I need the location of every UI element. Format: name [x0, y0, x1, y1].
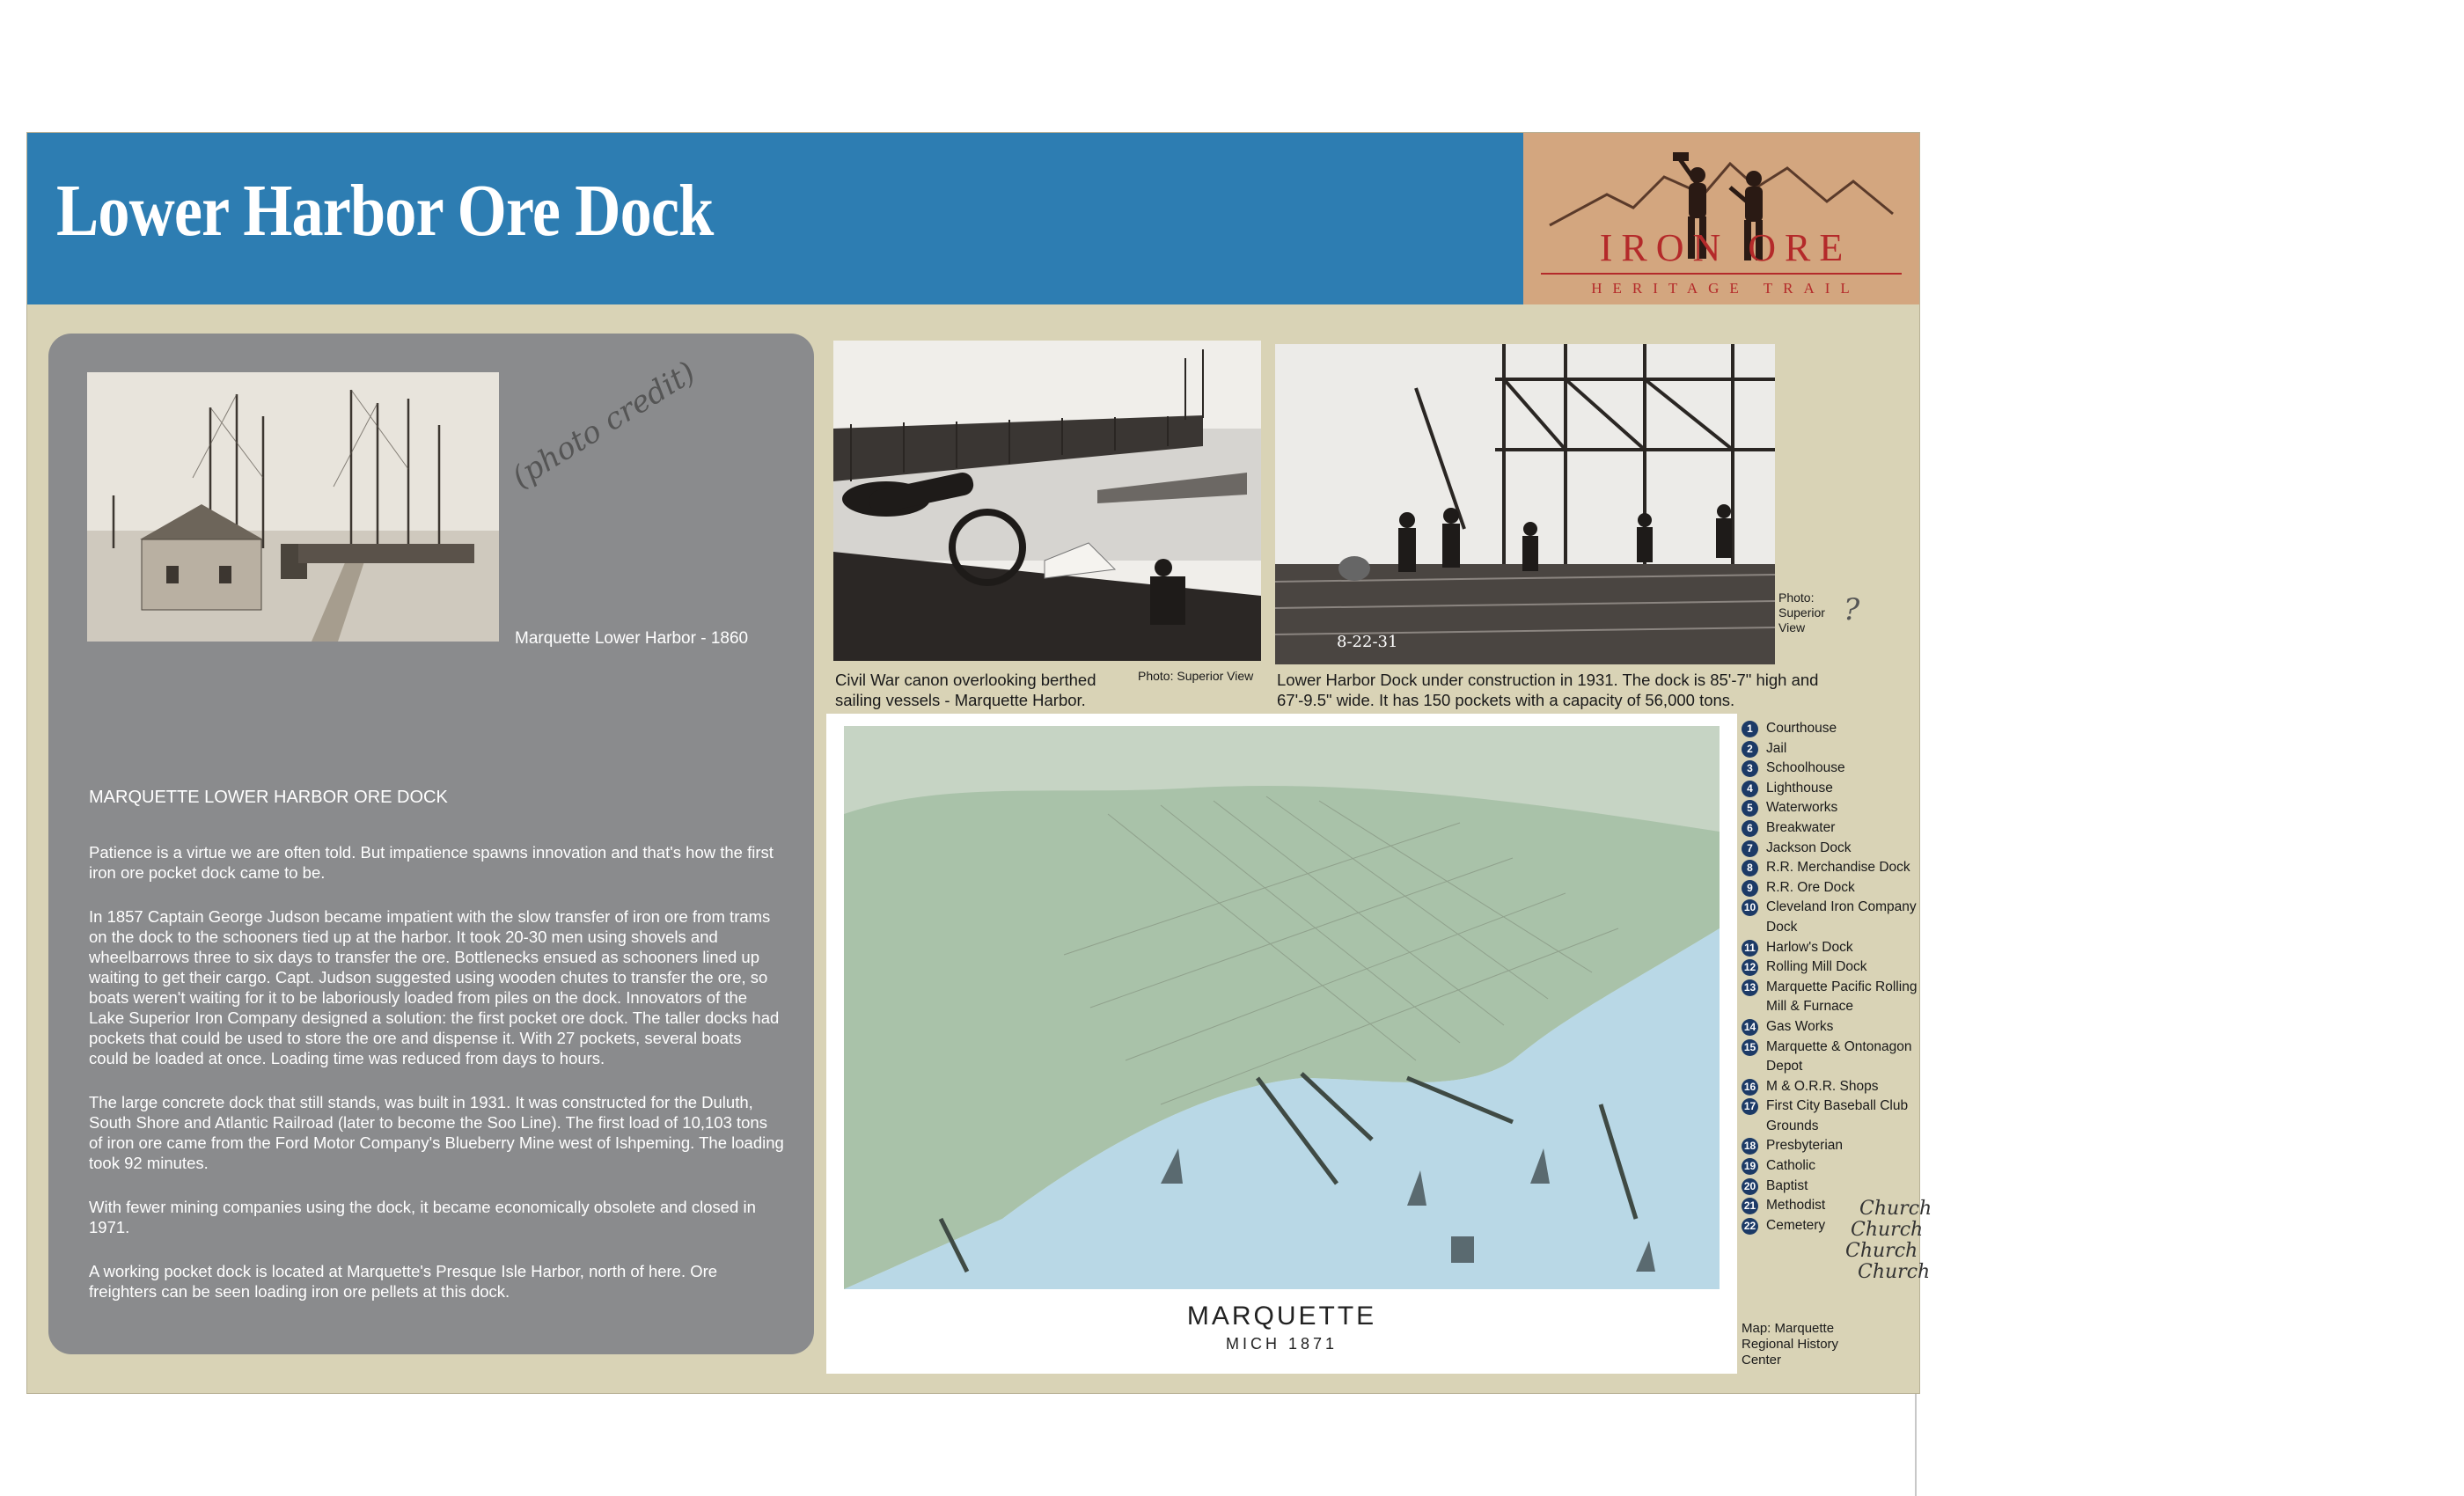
paragraph-3: The large concrete dock that still stands, was built in 1931. It was constructed for the Duluth, South Shore and Atlantic Railroad (later to become the Soo Line). The first load of 10,103 tons of iron ore came from the Ford Motor Company's Blueberry Mine west of Ishpeming. The loading took 92 minutes.	[89, 1093, 784, 1172]
marquette-1871-map	[826, 714, 1737, 1374]
legend-label: Catholic	[1766, 1158, 1815, 1174]
handwritten-question-mark: ?	[1844, 592, 1860, 627]
legend-item	[1742, 1096, 1918, 1136]
legend-label: Schoolhouse	[1766, 760, 1845, 776]
map-legend	[1742, 719, 1918, 1236]
legend-label: Cemetery	[1766, 1217, 1826, 1233]
legend-label: Courthouse	[1766, 721, 1837, 736]
handwritten-church-4: Church	[1858, 1261, 1931, 1283]
legend-item	[1742, 1156, 1918, 1177]
legend-number-badge: 16	[1742, 1079, 1758, 1096]
legend-item	[1742, 839, 1918, 859]
legend-item	[1742, 759, 1918, 779]
story-panel	[48, 334, 814, 1354]
construction-photo-credit: Photo: Superior View	[1778, 590, 1825, 634]
dock-construction-photo	[1275, 344, 1775, 664]
cannon-photo	[833, 341, 1261, 661]
legend-label: Gas Works	[1766, 1018, 1834, 1034]
handwritten-church-3: Church	[1845, 1240, 1918, 1262]
cannon-photo-credit: Photo: Superior View	[1138, 669, 1254, 683]
legend-label: Harlow's Dock	[1766, 939, 1853, 955]
legend-label: Presbyterian	[1766, 1138, 1844, 1154]
legend-number-badge: 5	[1742, 800, 1758, 817]
legend-number-badge: 3	[1742, 760, 1758, 777]
cannon-caption: Civil War canon overlooking berthed sailing vessels - Marquette Harbor.	[835, 671, 1096, 709]
map-title: MARQUETTE	[1186, 1302, 1377, 1331]
iron-ore-logo	[1523, 133, 1919, 304]
legend-label: R.R. Merchandise Dock	[1766, 860, 1910, 876]
legend-number-badge: 8	[1742, 860, 1758, 876]
photo-credit-handwritten: (photo credit)	[506, 355, 702, 495]
paragraph-2: In 1857 Captain George Judson became impatient with the slow transfer of iron ore from trams on the dock to the schooners tied up at the harbor. It took 20-30 men using shovels and wheelbarrows three to six days to transfer the ore. Bottlenecks ensued as schooners lined up waiting to get their cargo. Capt. Judson suggested using wooden chutes to transfer the ore, so boats weren't waiting for it to be laboriously loaded from piles on the dock. Innovators of the Lake Superior Iron Company designed a solution: the first pocket ore dock. The taller docks had pockets that could be used to store the ore and dispense it. With 27 pockets, several boats could be loaded at once. Loading time was reduced from days to hours.	[89, 907, 780, 1067]
legend-number-badge: 1	[1742, 721, 1758, 737]
legend-number-badge: 17	[1742, 1098, 1758, 1115]
legend-label: Cleveland Iron Company Dock	[1766, 899, 1917, 935]
legend-number-badge: 9	[1742, 880, 1758, 897]
legend-number-badge: 4	[1742, 781, 1758, 797]
legend-item	[1742, 798, 1918, 818]
header-banner	[27, 133, 1523, 304]
story-text	[89, 842, 784, 1325]
legend-item	[1742, 779, 1918, 799]
map-credit: Map: Marquette Regional History Center	[1742, 1321, 1839, 1368]
photo-date-mark: 8-22-31	[1337, 633, 1398, 651]
legend-label: Marquette & Ontonagon Depot	[1766, 1038, 1912, 1074]
legend-item	[1742, 898, 1918, 937]
logo-tagline: HERITAGE TRAIL	[1591, 280, 1860, 297]
miners-silhouette-icon	[1523, 133, 1919, 304]
legend-label: Marquette Pacific Rolling Mill & Furnace	[1766, 979, 1918, 1015]
handwritten-church-1: Church	[1859, 1198, 1932, 1220]
legend-number-badge: 11	[1742, 940, 1758, 957]
legend-number-badge: 20	[1742, 1178, 1758, 1195]
legend-item	[1742, 818, 1918, 839]
legend-label: First City Baseball Club Grounds	[1766, 1098, 1909, 1133]
legend-label: Lighthouse	[1766, 780, 1833, 796]
legend-number-badge: 10	[1742, 899, 1758, 916]
map-subtitle: MICH 1871	[1225, 1335, 1338, 1353]
panel-heading: MARQUETTE LOWER HARBOR ORE DOCK	[89, 788, 448, 807]
legend-number-badge: 7	[1742, 840, 1758, 857]
legend-number-badge: 18	[1742, 1138, 1758, 1155]
sign-board	[26, 132, 1932, 1394]
paragraph-4: With fewer mining companies using the dock, it became economically obsolete and closed in 1971.	[89, 1198, 756, 1236]
legend-number-badge: 12	[1742, 959, 1758, 976]
legend-number-badge: 15	[1742, 1039, 1758, 1056]
legend-number-badge: 19	[1742, 1158, 1758, 1175]
paragraph-5: A working pocket dock is located at Marquette's Presque Isle Harbor, north of here. Ore freighters can be seen loading iron ore pellets at this dock.	[89, 1262, 718, 1301]
legend-item	[1742, 957, 1918, 978]
legend-number-badge: 6	[1742, 820, 1758, 837]
legend-label: Baptist	[1766, 1177, 1808, 1193]
legend-item	[1742, 1017, 1918, 1038]
legend-item	[1742, 858, 1918, 878]
legend-number-badge: 14	[1742, 1019, 1758, 1036]
page-title: Lower Harbor Ore Dock	[56, 170, 714, 252]
legend-label: Waterworks	[1766, 800, 1838, 816]
construction-caption: Lower Harbor Dock under construction in 1931. The dock is 85'-7" high and 67'-9.5" wide. It has 150 pockets with a capacity of 56,000 tons.	[1277, 671, 1819, 709]
legend-item	[1742, 878, 1918, 898]
legend-label: M & O.R.R. Shops	[1766, 1078, 1879, 1094]
legend-label: Breakwater	[1766, 819, 1836, 835]
legend-item	[1742, 1177, 1918, 1197]
legend-label: Methodist	[1766, 1198, 1826, 1214]
legend-number-badge: 22	[1742, 1218, 1758, 1235]
legend-item	[1742, 1038, 1918, 1077]
legend-label: Jail	[1766, 740, 1787, 756]
paragraph-1: Patience is a virtue we are often told. But impatience spawns innovation and that's how the first iron ore pocket dock came to be.	[89, 843, 774, 882]
logo-wordmark: IRON ORE	[1599, 226, 1852, 269]
legend-item	[1742, 1136, 1918, 1156]
handwritten-church-2: Church	[1851, 1219, 1924, 1241]
harbor-1860-photo	[87, 372, 499, 642]
legend-item	[1742, 978, 1918, 1017]
legend-item	[1742, 1077, 1918, 1097]
birds-eye-map-illustration	[844, 726, 1755, 1307]
legend-label: R.R. Ore Dock	[1766, 879, 1855, 895]
legend-number-badge: 2	[1742, 741, 1758, 758]
harbor-photo-caption: Marquette Lower Harbor - 1860	[515, 629, 749, 648]
legend-item	[1742, 719, 1918, 739]
legend-item	[1742, 938, 1918, 958]
legend-number-badge: 21	[1742, 1198, 1758, 1214]
legend-item	[1742, 739, 1918, 759]
legend-label: Jackson Dock	[1766, 840, 1852, 855]
legend-number-badge: 13	[1742, 979, 1758, 996]
legend-label: Rolling Mill Dock	[1766, 959, 1867, 975]
